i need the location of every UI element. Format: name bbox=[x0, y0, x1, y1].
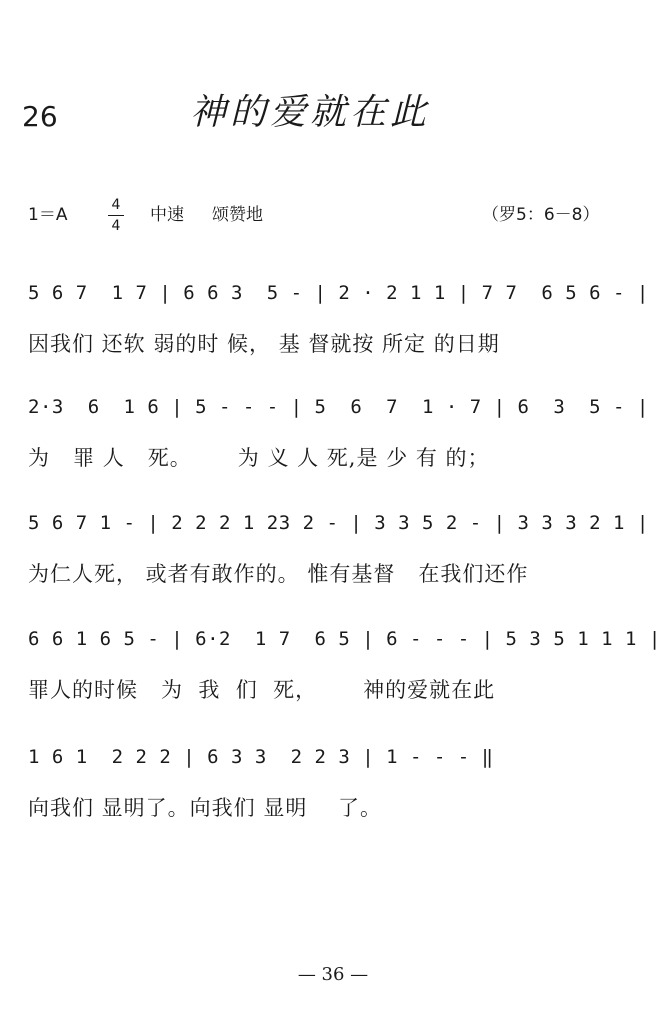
notation-line: 1 6 1 2 2 2 | 6 3 3 2 2 3 | 1 - - - ‖ bbox=[28, 746, 494, 768]
lyrics-line: 因我们 还软 弱的时 候， 基 督就按 所定 的日期 bbox=[28, 332, 500, 356]
music-system-5 bbox=[28, 746, 628, 836]
key-signature: 1＝A bbox=[28, 205, 68, 225]
time-signature bbox=[106, 196, 126, 235]
scripture-reference: （罗5：6－8） bbox=[482, 205, 600, 225]
notation-line: 5 6 7 1 7 | 6 6 3 5 - | 2 · 2 1 1 | 7 7 6 5 6 - | bbox=[28, 282, 649, 304]
page-number: — 36 — bbox=[297, 964, 369, 985]
lyrics-line: 罪人的时候 为 我 们 死， 神的爱就在此 bbox=[28, 678, 496, 702]
time-denominator: 4 bbox=[111, 218, 121, 234]
notation-line: 5 6 7 1 - | 2 2 2 1 23 2 - | 3 3 5 2 - | 3 3 3 2 1 | bbox=[28, 512, 649, 534]
notation-line: 2·3 6 1 6 | 5 - - - | 5 6 7 1 · 7 | 6 3 5 - | bbox=[28, 396, 649, 418]
lyrics-line: 向我们 显明了。向我们 显明 了。 bbox=[28, 796, 383, 820]
music-system-4 bbox=[28, 628, 661, 718]
music-system-2 bbox=[28, 396, 649, 486]
music-system-3 bbox=[28, 512, 649, 602]
music-system-1 bbox=[28, 282, 649, 372]
time-numerator: 4 bbox=[111, 197, 121, 213]
song-title: 神的爱就在此 bbox=[190, 92, 431, 133]
expression-marking: 颂赞地 bbox=[212, 205, 263, 225]
lyrics-line: 为 罪 人 死。 为 义 人 死,是 少 有 的； bbox=[28, 446, 490, 470]
notation-line: 6 6 1 6 5 - | 6·2 1 7 6 5 | 6 - - - | 5 3 5 1 1 1 | bbox=[28, 628, 661, 650]
tempo-marking: 中速 bbox=[150, 205, 184, 225]
lyrics-line: 为仁人死， 或者有敢作的。 惟有基督 在我们还作 bbox=[28, 562, 529, 586]
fraction-bar bbox=[108, 215, 124, 216]
song-number: 26 bbox=[22, 100, 58, 133]
